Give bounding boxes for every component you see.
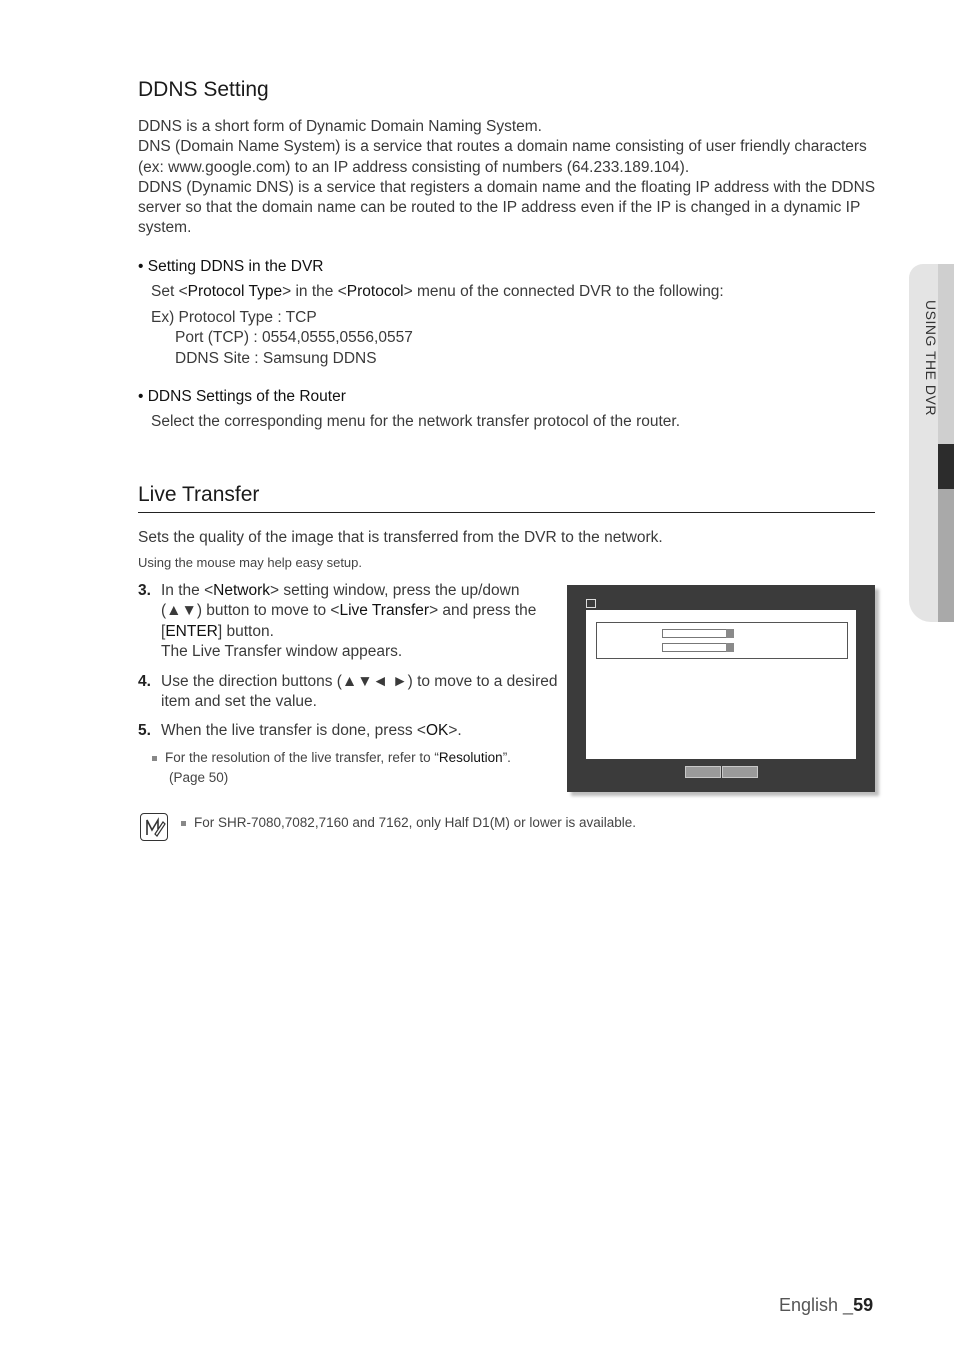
network-term: Network [213, 582, 270, 599]
heading-rule [138, 512, 875, 513]
live-hint: Using the mouse may help easy setup. [138, 555, 363, 570]
live-transfer-window-screenshot [567, 585, 875, 792]
availability-note [181, 815, 636, 830]
setting-combo-1[interactable] [662, 629, 734, 638]
enter-term: ENTER [165, 622, 218, 640]
step-5-number: 5. [138, 722, 151, 739]
availability-note-text: For SHR-7080,7082,7160 and 7162, only Half D1(M) or lower is available. [194, 815, 636, 830]
step-5 [138, 721, 558, 741]
note-icon [140, 813, 168, 841]
step-3-line-2 [161, 601, 558, 621]
ddns-para-3b: server so that the domain name can be routed to the IP address even if the IP is changed in a dynamic IP [138, 199, 861, 217]
set-suffix: > menu of the connected DVR to the following: [403, 283, 724, 300]
ddns-para-2b: (ex: www.google.com) to an IP address consisting of numbers (64.233.189.104). [138, 158, 690, 176]
live-transfer-term: Live Transfer [339, 602, 430, 620]
window-body [586, 610, 856, 759]
bullet-dot: • [138, 258, 148, 275]
bullet-setting-ddns [138, 257, 323, 277]
protocol-type-term: Protocol Type [187, 283, 283, 300]
ok-button[interactable] [685, 766, 721, 778]
step-4-line-2: item and set the value. [161, 693, 317, 711]
side-tab-bar-light [938, 264, 954, 444]
side-tab-bar-mid [938, 489, 954, 622]
example-line-1: Ex) Protocol Type : TCP [151, 309, 317, 326]
ddns-para-2a: DNS (Domain Name System) is a service that routes a domain name consisting of user friendly characters [138, 138, 867, 156]
page-footer [779, 1295, 873, 1316]
cancel-button[interactable] [722, 766, 758, 778]
step-4-number: 4. [138, 673, 151, 690]
live-intro: Sets the quality of the image that is transferred from the DVR to the network. [138, 529, 663, 546]
bullet-2-text: DDNS Settings of the Router [147, 388, 346, 405]
ddns-para-3c: system. [138, 219, 192, 237]
step-3-a1: In the < [161, 582, 214, 599]
example-line-3: DDNS Site : Samsung DDNS [175, 349, 377, 367]
note-a2: ”. [502, 750, 511, 765]
protocol-term: Protocol [346, 283, 404, 300]
bullet-router [138, 387, 346, 407]
step-4-line-1: Use the direction buttons (▲▼◄ ►) to move to a desired [161, 673, 558, 690]
bullet-1-text: Setting DDNS in the DVR [147, 258, 324, 275]
ddns-heading: DDNS Setting [138, 78, 269, 101]
set-protocol-line [151, 282, 724, 302]
note-a1: For the resolution of the live transfer, refer to “ [165, 750, 439, 765]
settings-group [596, 622, 848, 659]
step-3-line-3 [161, 622, 558, 642]
step-3-b1: (▲▼) button to move to < [161, 602, 340, 620]
window-icon [586, 599, 596, 608]
step-5-a1: When the live transfer is done, press < [161, 722, 426, 739]
square-bullet-icon [152, 756, 157, 761]
step-3-c2: ] button. [217, 622, 274, 640]
example-settings [151, 308, 413, 369]
step-3-line-4: The Live Transfer window appears. [161, 642, 403, 660]
chevron-down-icon [726, 643, 734, 652]
setting-combo-2[interactable] [662, 643, 734, 652]
resolution-term: Resolution [438, 750, 503, 765]
window-titlebar [586, 596, 856, 609]
router-text: Select the corresponding menu for the network transfer protocol of the router. [151, 413, 681, 430]
set-prefix: Set < [151, 283, 188, 300]
step-3-number: 3. [138, 582, 151, 599]
side-tab-bar-dark [938, 444, 954, 489]
set-mid: > in the < [282, 283, 347, 300]
step-3-line-1 [161, 581, 558, 601]
bullet-dot: • [138, 388, 148, 405]
page-number: 59 [853, 1295, 874, 1315]
example-line-2: Port (TCP) : 0554,0555,0556,0557 [175, 329, 413, 347]
ddns-para-1: DDNS is a short form of Dynamic Domain Naming System. [138, 118, 542, 135]
step-3-b2: > and press the [429, 602, 537, 620]
step-4 [138, 672, 558, 713]
resolution-note [152, 748, 552, 788]
step-3-a2: > setting window, press the up/down [270, 582, 520, 599]
ddns-description [138, 117, 878, 239]
ok-term: OK [425, 722, 449, 739]
chapter-label: USING THE DVR [923, 300, 939, 416]
page-ref: (Page 50) [169, 770, 229, 785]
step-5-a2: >. [448, 722, 462, 739]
step-3-c1: [ [161, 622, 166, 640]
live-transfer-heading: Live Transfer [138, 483, 260, 506]
square-bullet-icon [181, 821, 186, 826]
chevron-down-icon [726, 629, 734, 638]
footer-language: English _ [779, 1295, 854, 1315]
chapter-side-tab [909, 264, 954, 622]
step-3 [138, 581, 558, 662]
ddns-para-3a: DDNS (Dynamic DNS) is a service that registers a domain name and the floating IP address with the DDNS [138, 178, 876, 196]
